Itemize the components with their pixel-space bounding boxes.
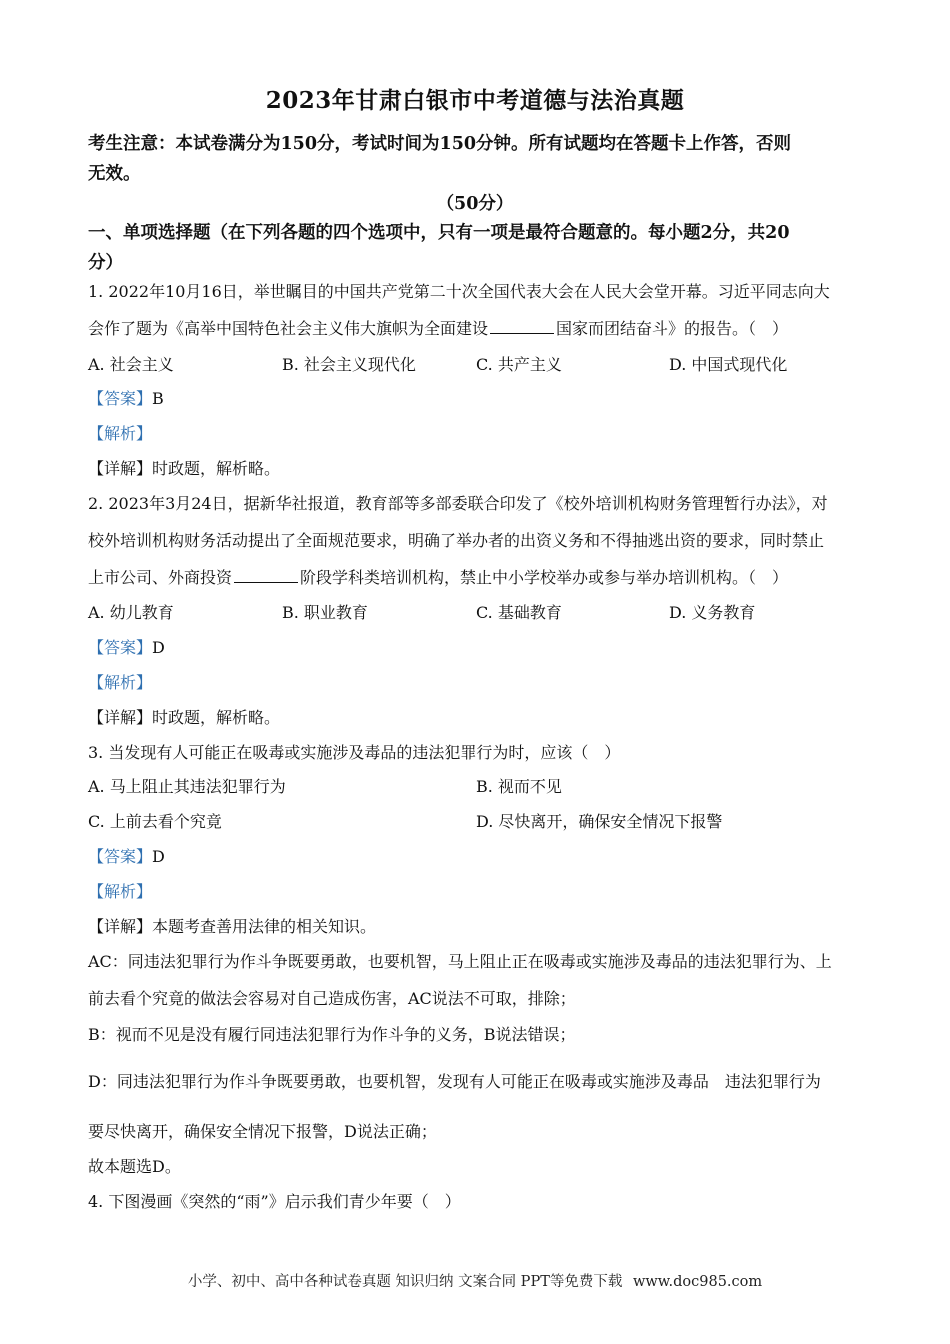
q3-explain-line-3: B：视而不见是没有履行同违法犯罪行为作斗争的义务，B说法错误； [88,1025,576,1044]
q3-option-d: D. 尽快离开，确保安全情况下报警 [476,812,723,831]
q3-explain-line-5: 要尽快离开，确保安全情况下报警，D说法正确； [88,1122,437,1141]
q1-stem-part-a: 会作了题为《高举中国特色社会主义伟大旗帜为全面建设 [88,319,489,338]
detail-text: 时政题，解析略。 [152,708,281,727]
q3-answer [88,844,165,867]
q1-stem-line-1: 1. 2022年10月16日，举世瞩目的中国共产党第二十次全国代表大会在人民大会堂开幕。习近平同志向大 [88,282,830,301]
q3-explain-line-2: 前去看个究竟的做法会容易对自己造成伤害，AC说法不可取，排除； [88,989,576,1008]
fill-blank [490,319,554,334]
q3-analysis-label: 【解析】 [88,882,153,901]
q2-analysis-label: 【解析】 [88,673,153,692]
q2-stem-line-1: 2. 2023年3月24日，据新华社报道，教育部等多部委联合印发了《校外培训机构财务管理暂行办法》，对 [88,494,828,513]
q3-stem-line-1: 3. 当发现有人可能正在吸毒或实施涉及毒品的违法犯罪行为时，应该（ ） [88,743,621,762]
q2-option-d: D. 义务教育 [669,603,756,622]
q2-answer [88,635,165,658]
detail-label: 【详解】 [88,708,153,727]
notice-line-1: 考生注意：本试卷满分为150分，考试时间为150分钟。所有试题均在答题卡上作答，否则 [88,134,792,154]
detail-text: 时政题，解析略。 [152,459,281,478]
section-heading-line-2: 分） [88,253,123,273]
q2-stem-line-3 [88,565,788,588]
q2-stem-part-b: 阶段学科类培训机构，禁止中小学校举办或参与举办培训机构。（ ） [300,568,789,587]
answer-label: 【答案】 [88,638,153,657]
section-score: （50分） [436,194,514,214]
q1-option-a: A. 社会主义 [88,355,174,374]
q3-option-a: A. 马上阻止其违法犯罪行为 [88,777,286,796]
footer-text: 小学、初中、高中各种试卷真题 知识归纳 文案合同 PPT等免费下载 [187,1274,623,1290]
page-footer [0,1270,950,1291]
fill-blank [234,568,298,583]
answer-value: B [152,389,164,408]
detail-label: 【详解】 [88,459,153,478]
answer-value: D [152,847,165,866]
detail-label: 【详解】 [88,917,153,936]
q3-explain-line-6: 故本题选D。 [88,1157,181,1176]
q3-option-b: B. 视而不见 [476,777,562,796]
q2-option-c: C. 基础教育 [476,603,562,622]
q3-option-c: C. 上前去看个究竟 [88,812,222,831]
q1-analysis-label: 【解析】 [88,424,153,443]
q2-detail [88,705,280,728]
q3-explain-line-4: D：同违法犯罪行为作斗争既要勇敢，也要机智，发现有人可能正在吸毒或实施涉及毒品 违法犯罪行为 [88,1072,821,1091]
q2-option-b: B. 职业教育 [282,603,368,622]
q2-stem-part-a: 上市公司、外商投资 [88,568,233,587]
q2-stem-line-2: 校外培训机构财务活动提出了全面规范要求，明确了举办者的出资义务和不得抽逃出资的要求，同时禁止 [88,531,825,550]
q1-option-b: B. 社会主义现代化 [282,355,416,374]
q4-stem-line-1: 4. 下图漫画《突然的“雨”》启示我们青少年要（ ） [88,1192,461,1211]
q1-stem-part-b: 国家而团结奋斗》的报告。（ ） [556,319,789,338]
answer-label: 【答案】 [88,847,153,866]
detail-text: 本题考查善用法律的相关知识。 [152,917,377,936]
q1-option-d: D. 中国式现代化 [669,355,788,374]
answer-value: D [152,638,165,657]
footer-url: www.doc985.com [632,1274,763,1290]
section-heading-line-1: 一、单项选择题（在下列各题的四个选项中，只有一项是最符合题意的。每小题2分，共20 [88,223,790,243]
q2-option-a: A. 幼儿教育 [88,603,174,622]
q3-detail [88,914,376,937]
q1-detail [88,456,280,479]
notice-line-2: 无效。 [88,164,141,184]
q1-answer [88,386,164,409]
q1-stem-line-2 [88,316,788,339]
answer-label: 【答案】 [88,389,153,408]
page-title: 2023年甘肃白银市中考道德与法治真题 [265,87,685,114]
q1-option-c: C. 共产主义 [476,355,562,374]
q3-explain-line-1: AC：同违法犯罪行为作斗争既要勇敢，也要机智，马上阻止正在吸毒或实施涉及毒品的违法犯罪行为、上 [88,952,832,971]
